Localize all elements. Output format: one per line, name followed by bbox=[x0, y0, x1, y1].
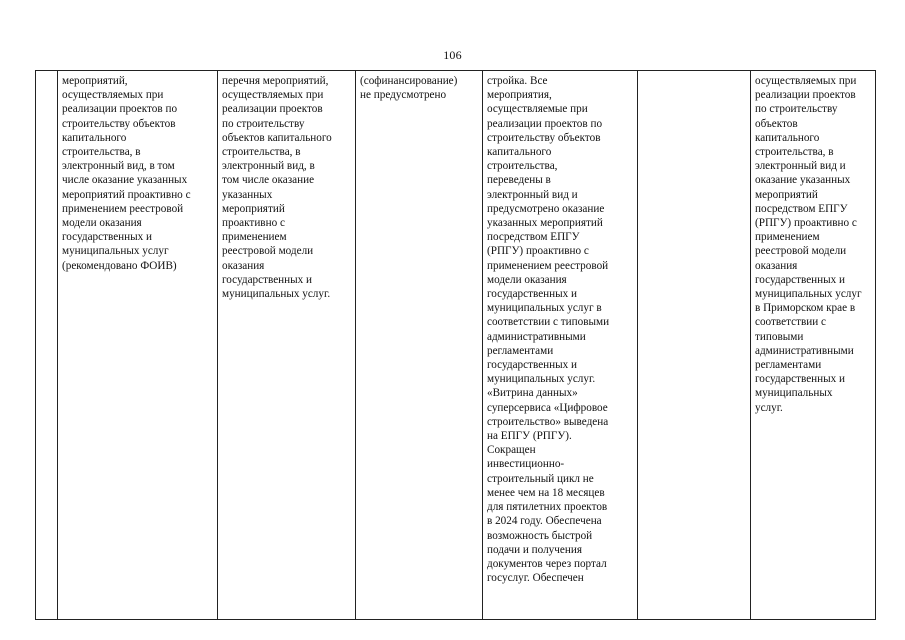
cell-text-line: государственных и bbox=[755, 273, 846, 286]
cell-text-line: для пятилетних проектов bbox=[487, 501, 608, 514]
page-number: 106 bbox=[443, 48, 462, 62]
cell-text-line: муниципальных услуг bbox=[62, 245, 169, 258]
cell-text-line: менее чем на 18 месяцев bbox=[487, 486, 605, 499]
cell-text-line: Сокращен bbox=[487, 444, 536, 457]
cell-text-line: электронный вид и bbox=[487, 188, 578, 201]
table-cell-number bbox=[36, 71, 58, 620]
cell-text-line: оказания bbox=[755, 259, 798, 272]
cell-text-line: в 2024 году. Обеспечена bbox=[487, 515, 602, 528]
cell-text-line: строительству объектов bbox=[487, 131, 601, 144]
cell-text-line: строительства, в bbox=[62, 146, 141, 159]
cell-text-line: муниципальных услуг. bbox=[222, 288, 331, 301]
cell-text-line: соответствии с bbox=[755, 316, 826, 329]
cell-text-line: подачи и получения bbox=[487, 543, 582, 556]
cell-text-line: указанных bbox=[222, 188, 273, 201]
cell-text-line: объектов bbox=[755, 117, 798, 130]
cell-text-line: стройка. Все bbox=[487, 75, 548, 87]
cell-text-line: реализации проектов bbox=[755, 89, 856, 102]
cell-text-line: типовыми bbox=[755, 330, 804, 343]
cell-text-line: том числе оказание bbox=[222, 174, 315, 187]
cell-text-line: указанных мероприятий bbox=[487, 217, 603, 230]
table-cell-measure-name bbox=[58, 71, 218, 620]
cell-text-line: государственных и bbox=[755, 373, 846, 386]
cell-text-line: проактивно с bbox=[222, 217, 285, 230]
cell-text-line: мероприятия, bbox=[487, 89, 552, 102]
cell-text-line: строительства, в bbox=[755, 146, 834, 159]
cell-text-line: оказания bbox=[222, 259, 265, 272]
cell-text-line: услуг. bbox=[755, 401, 783, 414]
cell-text-line: посредством ЕПГУ bbox=[755, 202, 848, 215]
cell-text-line: (РПГУ) проактивно с bbox=[487, 245, 589, 258]
cell-text-line: посредством ЕПГУ bbox=[487, 231, 580, 244]
cell-text-line: по строительству bbox=[755, 103, 838, 116]
cell-text-line: осуществляемых при bbox=[62, 89, 164, 102]
cell-text-line: электронный вид, в bbox=[222, 160, 315, 173]
cell-text-line: суперсервиса «Цифровое bbox=[487, 401, 608, 414]
cell-text-line: в Приморском крае в bbox=[755, 302, 856, 315]
table-cell-empty bbox=[638, 71, 751, 620]
cell-text-line: электронный вид, в том bbox=[62, 160, 175, 173]
cell-text-line: строительства, bbox=[487, 160, 558, 173]
cell-text-line: административными bbox=[487, 330, 586, 343]
cell-text-line: строительства, в bbox=[222, 146, 301, 159]
cell-text-line: мероприятий bbox=[755, 188, 818, 201]
cell-text-line: реализации проектов bbox=[222, 103, 323, 116]
cell-text-line: муниципальных bbox=[755, 387, 833, 400]
cell-text-line: применением bbox=[755, 231, 820, 244]
cell-text-line: государственных и bbox=[487, 359, 578, 372]
cell-text-line: на ЕПГУ (РПГУ). bbox=[487, 430, 572, 443]
cell-text-line: муниципальных услуг в bbox=[487, 302, 602, 315]
cell-text-line: капитального bbox=[62, 131, 127, 144]
cell-text-line: мероприятий, bbox=[62, 75, 128, 87]
cell-text-line: документов через портал bbox=[487, 557, 607, 570]
document-table bbox=[35, 70, 876, 620]
cell-text-line: оказание указанных bbox=[755, 174, 851, 187]
cell-text-line: соответствии с типовыми bbox=[487, 316, 610, 329]
cell-text-line: «Витрина данных» bbox=[487, 387, 578, 400]
cell-text-line: применением реестровой bbox=[487, 259, 609, 272]
cell-text-line: мероприятий проактивно с bbox=[62, 188, 191, 201]
table-cell-result-description bbox=[483, 71, 638, 620]
table-cell-financing bbox=[356, 71, 483, 620]
cell-text-line: осуществляемые при bbox=[487, 103, 588, 116]
cell-text-line: муниципальных услуг bbox=[755, 288, 862, 301]
cell-text-line: административными bbox=[755, 344, 854, 357]
cell-text-line: осуществляемых при bbox=[222, 89, 324, 102]
cell-text-line: строительство» выведена bbox=[487, 415, 609, 428]
cell-text-line: мероприятий bbox=[222, 202, 285, 215]
cell-text-line: применением реестровой bbox=[62, 202, 184, 215]
cell-text-line: не предусмотрено bbox=[360, 89, 447, 102]
cell-text-line: переведены в bbox=[487, 174, 551, 187]
cell-text-line: государственных и bbox=[222, 273, 313, 286]
cell-text-line: муниципальных услуг. bbox=[487, 373, 596, 386]
cell-text-line: перечня мероприятий, bbox=[222, 75, 329, 87]
cell-text-line: (РПГУ) проактивно с bbox=[755, 217, 857, 230]
cell-text-line: электронный вид и bbox=[755, 160, 846, 173]
cell-text-line: реализации проектов по bbox=[487, 117, 603, 130]
cell-text-line: строительству объектов bbox=[62, 117, 176, 130]
cell-text-line: модели оказания bbox=[62, 217, 142, 230]
cell-text-line: модели оказания bbox=[487, 273, 567, 286]
cell-text-line: госуслуг. Обеспечен bbox=[487, 572, 584, 585]
cell-text-line: реализации проектов по bbox=[62, 103, 178, 116]
cell-text-line: реестровой модели bbox=[755, 245, 847, 258]
cell-text-line: возможность быстрой bbox=[487, 529, 593, 542]
table-row bbox=[36, 71, 876, 620]
cell-text-line: капитального bbox=[755, 131, 820, 144]
cell-text-line: государственных и bbox=[62, 231, 153, 244]
cell-text-line: по строительству bbox=[222, 117, 305, 130]
cell-text-line: строительный цикл не bbox=[487, 472, 594, 485]
cell-text-line: реестровой модели bbox=[222, 245, 314, 258]
cell-text-line: (софинансирование) bbox=[360, 75, 458, 87]
cell-text-line: осуществляемых при bbox=[755, 75, 857, 87]
cell-text-line: инвестиционно- bbox=[487, 458, 565, 471]
cell-text-line: государственных и bbox=[487, 288, 578, 301]
table-cell-measure-list bbox=[218, 71, 356, 620]
cell-text-line: (рекомендовано ФОИВ) bbox=[62, 259, 177, 272]
cell-text-line: капитального bbox=[487, 146, 552, 159]
table-cell-regional-result bbox=[751, 71, 876, 620]
cell-text-line: объектов капитального bbox=[222, 131, 332, 144]
cell-text-line: применением bbox=[222, 231, 287, 244]
cell-text-line: регламентами bbox=[487, 344, 554, 357]
cell-text-line: регламентами bbox=[755, 359, 822, 372]
cell-text-line: числе оказание указанных bbox=[62, 174, 188, 187]
cell-text-line: предусмотрено оказание bbox=[487, 202, 605, 215]
